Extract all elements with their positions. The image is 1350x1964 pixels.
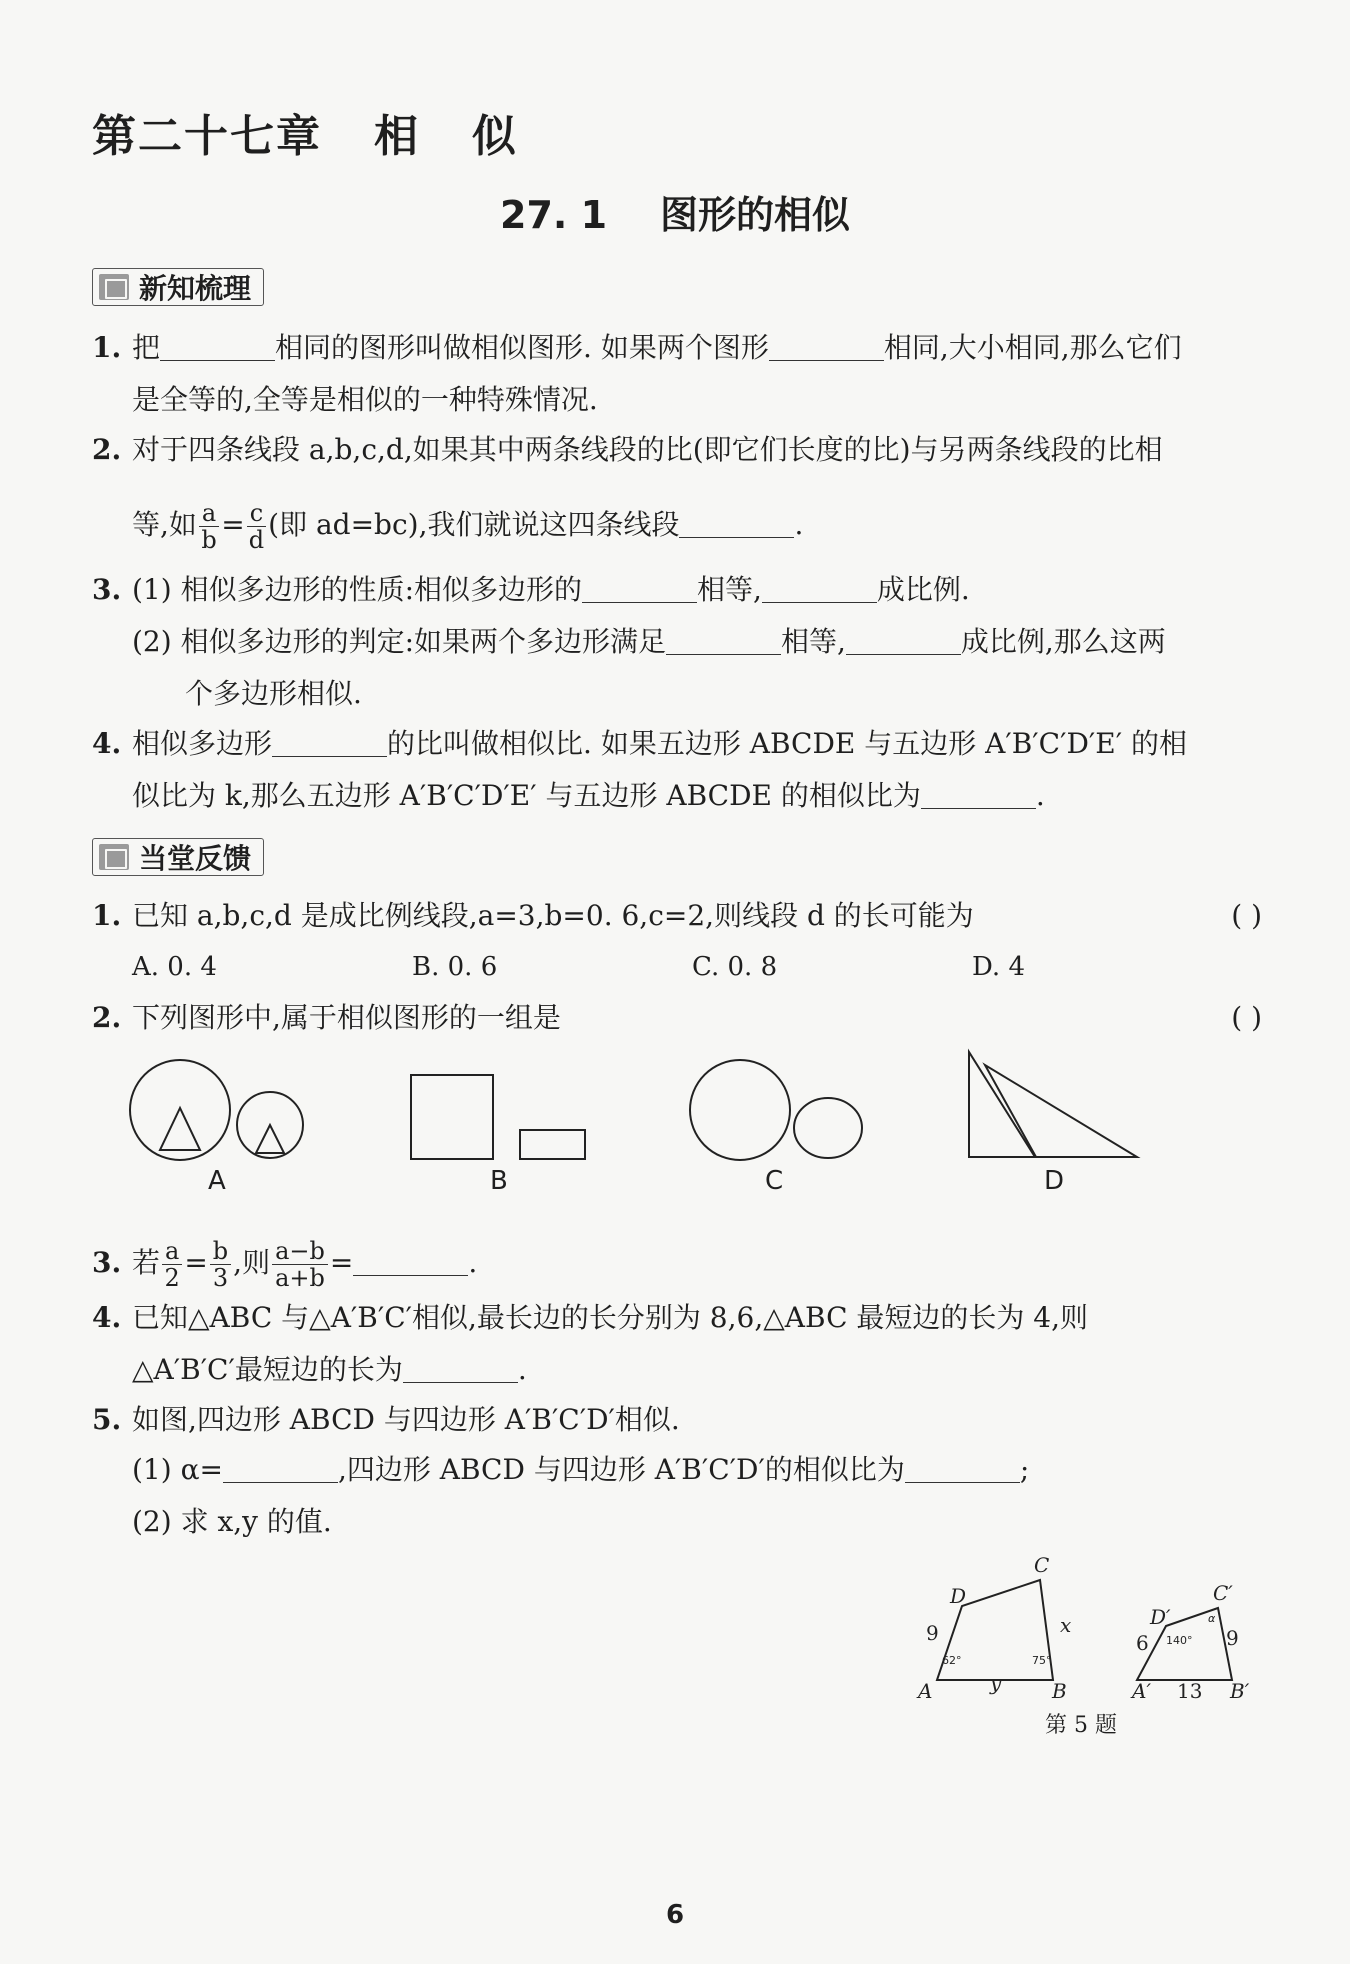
knowledge-q1-line1: 1. 把 相同的图形叫做相似图形. 如果两个图形 相同,大小相同,那么它们 xyxy=(92,331,1182,364)
knowledge-q3-line3: 个多边形相似. xyxy=(185,677,362,710)
feedback-q2: 2. 下列图形中,属于相似图形的一组是 ( ) xyxy=(92,1001,1262,1034)
knowledge-q1-line2: 是全等的,全等是相似的一种特殊情况. xyxy=(132,383,598,416)
label-angle-62: 62° xyxy=(942,1654,962,1667)
label-side-13: 13 xyxy=(1177,1679,1203,1703)
new-knowledge-label: 新知梳理 xyxy=(139,272,252,305)
q2-label-b: B xyxy=(490,1166,508,1196)
label-B-prime: B′ xyxy=(1230,1679,1250,1703)
option-d[interactable]: D. 4 xyxy=(972,952,1025,982)
chapter-title: 第二十七章 相 似 xyxy=(92,111,518,162)
option-a[interactable]: A. 0. 4 xyxy=(132,952,217,982)
label-side-6: 6 xyxy=(1136,1631,1149,1655)
page-number: 6 xyxy=(665,1900,685,1930)
fraction-c-over-d: $\frac{c}{d}$ xyxy=(247,500,266,553)
section-title: 27. 1 图形的相似 xyxy=(500,193,850,237)
label-D-prime: D′ xyxy=(1150,1605,1171,1629)
feedback-label: 当堂反馈 xyxy=(139,842,252,875)
knowledge-q2-line1: 2. 对于四条线段 a,b,c,d,如果其中两条线段的比(即它们长度的比)与另两条线段的比相 xyxy=(92,433,1163,466)
label-y: y xyxy=(990,1671,1002,1695)
knowledge-q2-line2: 等,如 $\frac{a}{b}$ = $\frac{c}{d}$ (即 ad=bc),我们就说这四条线段 . xyxy=(132,499,804,554)
q2-label-c: C xyxy=(765,1166,784,1196)
knowledge-q4-line2: 似比为 k,那么五边形 A′B′C′D′E′ 与五边形 ABCDE 的相似比为 . xyxy=(132,779,1045,812)
knowledge-q3-line1: 3. (1) 相似多边形的性质:相似多边形的 相等, 成比例. xyxy=(92,573,970,606)
q2-label-d: D xyxy=(1044,1166,1065,1196)
feedback-q4-line2: △A′B′C′最短边的长为 . xyxy=(132,1353,527,1386)
knowledge-q4-line1: 4. 相似多边形 的比叫做相似比. 如果五边形 ABCDE 与五边形 A′B′C′D′E′ 的相 xyxy=(92,727,1187,760)
feedback-q3: 3. 若 $\frac{a}{2}$ = $\frac{b}{3}$ ,则 $\frac{a-b}{a+b}$ = . xyxy=(92,1237,478,1292)
feedback-q1: 1. 已知 a,b,c,d 是成比例线段,a=3,b=0. 6,c=2,则线段 d 的长可能为 ( ) xyxy=(92,899,1262,932)
feedback-q5: 5. 如图,四边形 ABCD 与四边形 A′B′C′D′相似. xyxy=(92,1403,680,1436)
label-side-9: 9 xyxy=(926,1621,939,1645)
label-C: C xyxy=(1034,1553,1050,1577)
label-side-9-prime: 9 xyxy=(1226,1626,1239,1650)
answer-parentheses[interactable]: ( ) xyxy=(1231,899,1262,932)
label-angle-alpha: α xyxy=(1208,1612,1216,1625)
answer-parentheses[interactable]: ( ) xyxy=(1231,1001,1262,1034)
option-c[interactable]: C. 0. 8 xyxy=(692,952,778,982)
knowledge-q3-line2: (2) 相似多边形的判定:如果两个多边形满足 相等, 成比例,那么这两 xyxy=(132,625,1166,658)
label-A: A xyxy=(918,1679,933,1703)
label-C-prime: C′ xyxy=(1213,1581,1233,1605)
feedback-q5-part2: (2) 求 x,y 的值. xyxy=(132,1505,332,1538)
label-D: D xyxy=(950,1584,967,1608)
feedback-q4-line1: 4. 已知△ABC 与△A′B′C′相似,最长边的长分别为 8,6,△ABC 最短边的长为 4,则 xyxy=(92,1301,1089,1334)
label-angle-75: 75° xyxy=(1032,1654,1052,1667)
label-x: x xyxy=(1060,1613,1072,1637)
label-angle-140: 140° xyxy=(1166,1634,1193,1647)
q2-label-a: A xyxy=(208,1166,226,1196)
fraction-a-over-b: $\frac{a}{b}$ xyxy=(199,500,219,553)
label-B: B xyxy=(1052,1679,1067,1703)
figure-5-caption: 第 5 题 xyxy=(1045,1713,1117,1738)
label-A-prime: A′ xyxy=(1132,1679,1151,1703)
option-b[interactable]: B. 0. 6 xyxy=(412,952,498,982)
feedback-q5-part1: (1) α= ,四边形 ABCD 与四边形 A′B′C′D′的相似比为 ; xyxy=(132,1453,1030,1486)
